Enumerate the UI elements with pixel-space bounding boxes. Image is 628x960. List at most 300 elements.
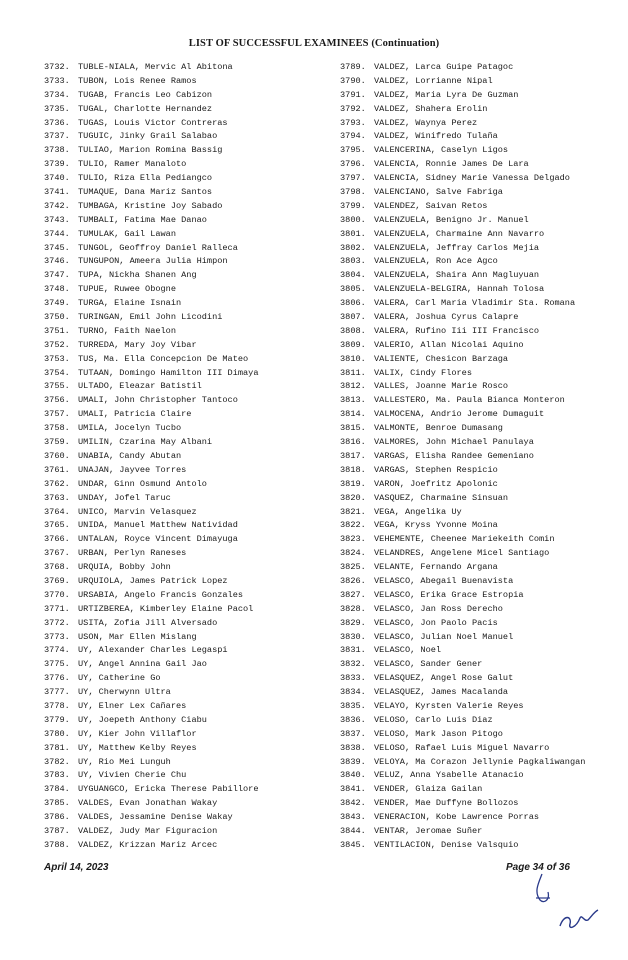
examinee-entry [340,728,628,742]
examinee-number: 3783. [44,770,70,781]
examinee-name: UNTALAN, Royce Vincent Dimayuga [78,534,238,545]
examinee-name: TURINGAN, Emil John Licodini [78,312,223,323]
examinee-name: VALDES, Evan Jonathan Wakay [78,798,218,809]
examinee-name: TURNO, Faith Naelon [78,325,176,336]
examinee-number: 3778. [44,700,70,711]
examinee-entry [340,242,628,256]
examinee-number: 3743. [44,214,70,225]
examinee-number: 3775. [44,659,70,670]
examinee-name: VALMOCENA, Andrio Jerome Dumaguit [374,409,545,420]
examinee-name: VALDEZ, Judy Mar Figuracion [78,825,218,836]
examinee-name: VELOSO, Rafael Luis Miguel Navarro [374,742,550,753]
examinee-entry [340,103,628,117]
examinee-number: 3807. [340,312,366,323]
examinee-entry [340,589,628,603]
examinee-name: VELUZ, Anna Ysabelle Atanacio [374,770,524,781]
examinee-entry [340,200,628,214]
examinee-name: VALENZUELA, Jeffray Carlos Mejia [374,242,540,253]
examinee-entry [44,158,334,172]
examinee-number: 3824. [340,548,366,559]
examinee-name: VALENZUELA-BELGIRA, Hannah Tolosa [374,284,545,295]
examinee-number: 3776. [44,673,70,684]
examinee-number: 3801. [340,228,366,239]
examinee-number: 3812. [340,381,366,392]
examinee-number: 3784. [44,784,70,795]
examinee-name: UNICO, Marvin Velasquez [78,506,197,517]
examinee-number: 3768. [44,562,70,573]
examinee-number: 3815. [340,423,366,434]
examinee-entry [44,228,334,242]
examinee-number: 3769. [44,575,70,586]
examinee-name: VALDEZ, Krizzan Mariz Arcec [78,839,218,850]
examinee-entry [44,492,334,506]
examinee-entry [44,631,334,645]
examinee-number: 3820. [340,492,366,503]
examinee-number: 3771. [44,603,70,614]
examinee-name: UY, Rio Mei Lunguh [78,756,171,767]
examinee-name: UMILA, Jocelyn Tucbo [78,423,182,434]
page-title: LIST OF SUCCESSFUL EXAMINEES (Continuation) [188,38,440,49]
examinee-entry [44,728,334,742]
examinee-name: URTIZBEREA, Kimberley Elaine Pacol [78,603,254,614]
examinee-number: 3821. [340,506,366,517]
examinee-name: TUTAAN, Domingo Hamilton III Dimaya [78,367,259,378]
examinee-number: 3738. [44,145,70,156]
examinee-number: 3808. [340,325,366,336]
examinee-number: 3813. [340,395,366,406]
examinee-entry [340,714,628,728]
examinee-entry [340,575,628,589]
examinee-number: 3751. [44,325,70,336]
examinee-name: TUMBALI, Fatima Mae Danao [78,214,207,225]
examinee-entry [44,700,334,714]
examinee-entry [340,686,628,700]
examinee-name: VALDEZ, Shahera Erolin [374,103,488,114]
examinee-number: 3836. [340,714,366,725]
examinee-entry [340,283,628,297]
examinee-entry [340,380,628,394]
examinee-number: 3782. [44,756,70,767]
examinee-number: 3826. [340,575,366,586]
examinee-entry [44,603,334,617]
examinee-list-left [44,61,334,853]
examinee-name: VELASCO, Jan Ross Derecho [374,603,503,614]
examinee-name: TULIO, Ramer Manaloto [78,159,187,170]
examinee-name: VENTAR, Jeromae Suñer [374,825,483,836]
examinee-name: VARON, Joefritz Apolonic [374,478,498,489]
examinee-name: VELASCO, Erika Grace Estropia [374,589,524,600]
examinee-number: 3802. [340,242,366,253]
examinee-number: 3737. [44,131,70,142]
examinee-entry [340,797,628,811]
examinee-entry [44,200,334,214]
examinee-name: URQUIA, Bobby John [78,562,171,573]
examinee-number: 3791. [340,89,366,100]
examinee-entry [44,269,334,283]
examinee-number: 3777. [44,687,70,698]
examinee-name: UY, Matthew Kelby Reyes [78,742,197,753]
examinee-entry [340,61,628,75]
examinee-number: 3834. [340,687,366,698]
examinee-number: 3781. [44,742,70,753]
examinee-number: 3839. [340,756,366,767]
examinee-name: TUGAB, Francis Leo Cabizon [78,89,213,100]
examinee-number: 3750. [44,312,70,323]
examinee-entry [340,339,628,353]
examinee-name: VALENDEZ, Saivan Retos [374,200,488,211]
examinee-entry [44,408,334,422]
examinee-number: 3746. [44,256,70,267]
examinee-number: 3749. [44,298,70,309]
examinee-number: 3811. [340,367,366,378]
examinee-entry [340,756,628,770]
examinee-name: VALIENTE, Chesicon Barzaga [374,353,509,364]
examinee-number: 3779. [44,714,70,725]
examinee-name: VELOSO, Mark Jason Pitogo [374,728,503,739]
examinee-name: TUMULAK, Gail Lawan [78,228,176,239]
examinee-name: VASQUEZ, Charmaine Sinsuan [374,492,509,503]
examinee-entry [340,422,628,436]
examinee-name: VELASCO, Abegail Buenavista [374,575,514,586]
examinee-entry [44,617,334,631]
examinee-name: TUGAS, Louis Victor Contreras [78,117,228,128]
examinee-entry [340,297,628,311]
examinee-number: 3817. [340,450,366,461]
examinee-entry [44,339,334,353]
footer-date: April 14, 2023 [44,862,109,873]
examinee-name: VELASCO, Noel [374,645,442,656]
examinee-number: 3787. [44,825,70,836]
examinee-entry [340,450,628,464]
examinee-name: UYGUANGCO, Ericka Therese Pabillore [78,784,259,795]
examinee-entry [340,186,628,200]
examinee-number: 3800. [340,214,366,225]
examinee-name: ULTADO, Eleazar Batistil [78,381,202,392]
examinee-number: 3745. [44,242,70,253]
examinee-number: 3752. [44,339,70,350]
examinee-name: VALERIO, Allan Nicolai Aquino [374,339,524,350]
examinee-entry [44,644,334,658]
examinee-number: 3744. [44,228,70,239]
examinee-list-right [340,61,628,853]
examinee-entry [44,519,334,533]
examinee-number: 3770. [44,589,70,600]
examinee-name: VENERACION, Kobe Lawrence Porras [374,812,540,823]
examinee-name: TULIAO, Marion Romina Bassig [78,145,223,156]
examinee-number: 3786. [44,812,70,823]
examinee-name: VELANTE, Fernando Argana [374,562,498,573]
examinee-entry [44,61,334,75]
examinee-name: UNDAR, Ginn Osmund Antolo [78,478,207,489]
examinee-name: VEHEMENTE, Cheenee Mariekeith Comin [374,534,555,545]
examinee-name: UY, Elner Lex Cañares [78,700,187,711]
examinee-entry [340,825,628,839]
examinee-number: 3844. [340,825,366,836]
examinee-number: 3833. [340,673,366,684]
examinee-entry [44,686,334,700]
examinee-number: 3747. [44,270,70,281]
examinee-entry [44,130,334,144]
examinee-entry [44,394,334,408]
examinee-name: TUBLE-NIALA, Mervic Al Abitona [78,62,233,72]
examinee-number: 3843. [340,812,366,823]
examinee-name: VELASCO, Jon Paolo Pacis [374,617,498,628]
signature-initials-icon [520,870,610,940]
examinee-number: 3732. [44,62,70,72]
examinee-number: 3763. [44,492,70,503]
examinee-number: 3803. [340,256,366,267]
examinee-entry [44,561,334,575]
examinee-entry [340,255,628,269]
examinee-name: TUNGOL, Geoffroy Daniel Ralleca [78,242,238,253]
examinee-entry [340,742,628,756]
examinee-entry [340,325,628,339]
examinee-number: 3838. [340,742,366,753]
examinee-name: VALERA, Joshua Cyrus Calapre [374,312,519,323]
examinee-entry [340,353,628,367]
examinee-name: TUGAL, Charlotte Hernandez [78,103,213,114]
examinee-name: VALIX, Cindy Flores [374,367,472,378]
examinee-number: 3757. [44,409,70,420]
examinee-entry [44,436,334,450]
examinee-entry [44,353,334,367]
examinee-name: VALMONTE, Benroe Dumasang [374,423,503,434]
examinee-entry [340,436,628,450]
examinee-name: VALENCIA, Ronnie James De Lara [374,159,529,170]
examinee-number: 3760. [44,450,70,461]
examinee-entry [44,367,334,381]
examinee-entry [340,89,628,103]
examinee-entry [44,825,334,839]
examinee-number: 3758. [44,423,70,434]
examinee-name: UMILIN, Czarina May Albani [78,437,213,448]
examinee-name: VALDEZ, Winifredo Tulaña [374,131,498,142]
examinee-number: 3740. [44,173,70,184]
examinee-name: VALENZUELA, Benigno Jr. Manuel [374,214,529,225]
examinee-entry [340,811,628,825]
examinee-entry [44,533,334,547]
examinee-entry [44,575,334,589]
examinee-number: 3842. [340,798,366,809]
examinee-number: 3822. [340,520,366,531]
examinee-number: 3789. [340,62,366,72]
examinee-number: 3761. [44,464,70,475]
examinee-name: TULIO, Riza Ella Pediangco [78,173,213,184]
examinee-name: URBAN, Perlyn Raneses [78,548,187,559]
examinee-number: 3735. [44,103,70,114]
examinee-name: VARGAS, Elisha Randee Gemeniano [374,450,534,461]
examinee-name: UY, Vivien Cherie Chu [78,770,187,781]
examinee-name: UMALI, Patricia Claire [78,409,192,420]
examinee-entry [44,672,334,686]
examinee-entry [44,450,334,464]
examinee-name: TUPA, Nickha Shanen Ang [78,270,197,281]
examinee-entry [44,117,334,131]
examinee-name: VENTILACION, Denise Valsquio [374,839,519,850]
examinee-entry [44,214,334,228]
examinee-number: 3816. [340,437,366,448]
examinee-name: URQUIOLA, James Patrick Lopez [78,575,228,586]
examinee-name: UY, Alexander Charles Legaspi [78,645,228,656]
examinee-name: VELOYA, Ma Corazon Jellynie Pagkaliwangan [374,756,586,767]
examinee-entry [340,117,628,131]
examinee-name: UY, Angel Annina Gail Jao [78,659,207,670]
examinee-name: TUS, Ma. Ella Concepcion De Mateo [78,353,249,364]
examinee-entry [44,297,334,311]
examinee-name: TUBON, Lois Renee Ramos [78,75,197,86]
examinee-name: VEGA, Angelika Uy [374,506,462,517]
examinee-entry [44,589,334,603]
examinee-number: 3837. [340,728,366,739]
examinee-name: VALDEZ, Lorrianne Nipal [374,75,493,86]
examinee-entry [44,325,334,339]
examinee-number: 3794. [340,131,366,142]
examinee-number: 3841. [340,784,366,795]
examinee-entry [44,103,334,117]
examinee-entry [44,742,334,756]
examinee-number: 3772. [44,617,70,628]
examinee-name: VALENZUELA, Charmaine Ann Navarro [374,228,545,239]
examinee-number: 3767. [44,548,70,559]
examinee-entry [44,658,334,672]
examinee-name: UY, Joepeth Anthony Ciabu [78,714,207,725]
examinee-entry [340,158,628,172]
examinee-entry [44,422,334,436]
examinee-entry [44,464,334,478]
examinee-name: UNIDA, Manuel Matthew Natividad [78,520,238,531]
examinee-entry [44,144,334,158]
examinee-name: UY, Cherwynn Ultra [78,687,171,698]
examinee-name: VALDES, Jessamine Denise Wakay [78,812,233,823]
examinee-name: VALLES, Joanne Marie Rosco [374,381,509,392]
examinee-name: VELASQUEZ, James Macalanda [374,687,509,698]
examinee-name: TURREDA, Mary Joy Vibar [78,339,197,350]
examinee-number: 3748. [44,284,70,295]
examinee-entry [44,769,334,783]
examinee-number: 3764. [44,506,70,517]
examinee-entry [44,380,334,394]
examinee-name: VALENCIA, Sidney Marie Vanessa Delgado [374,173,570,184]
examinee-number: 3753. [44,353,70,364]
examinee-entry [340,644,628,658]
examinee-entry [340,492,628,506]
examinee-entry [44,811,334,825]
examinee-number: 3797. [340,173,366,184]
examinee-entry [340,214,628,228]
examinee-number: 3799. [340,200,366,211]
examinee-entry [340,700,628,714]
examinee-name: UNABIA, Candy Abutan [78,450,182,461]
examinee-number: 3780. [44,728,70,739]
examinee-name: VALMORES, John Michael Panulaya [374,437,534,448]
examinee-number: 3754. [44,367,70,378]
examinee-entry [44,839,334,853]
examinee-name: TUPUE, Ruwee Obogne [78,284,176,295]
examinee-name: VELANDRES, Angelene Micel Santiago [374,548,550,559]
examinee-number: 3790. [340,75,366,86]
examinee-entry [44,714,334,728]
examinee-number: 3845. [340,839,366,850]
examinee-number: 3829. [340,617,366,628]
examinee-number: 3804. [340,270,366,281]
examinee-number: 3742. [44,200,70,211]
examinee-name: VELOSO, Carlo Luis Diaz [374,714,493,725]
examinee-number: 3762. [44,478,70,489]
examinee-entry [340,658,628,672]
examinee-number: 3733. [44,75,70,86]
examinee-number: 3759. [44,437,70,448]
examinee-number: 3805. [340,284,366,295]
examinee-number: 3734. [44,89,70,100]
examinee-name: UNDAY, Jofel Taruc [78,492,171,503]
examinee-entry [340,839,628,853]
examinee-name: TUMBAGA, Kristine Joy Sabado [78,200,223,211]
examinee-name: VENDER, Glaiza Gailan [374,784,483,795]
examinee-number: 3825. [340,562,366,573]
examinee-entry [340,547,628,561]
examinee-entry [340,130,628,144]
examinee-name: URSABIA, Angelo Francis Gonzales [78,589,244,600]
examinee-name: VENDER, Mae Duffyne Bollozos [374,798,519,809]
examinee-entry [340,631,628,645]
examinee-number: 3798. [340,187,366,198]
examinee-number: 3806. [340,298,366,309]
examinee-number: 3736. [44,117,70,128]
examinee-name: VEGA, Kryss Yvonne Moina [374,520,498,531]
examinee-entry [44,506,334,520]
examinee-entry [340,144,628,158]
examinee-entry [340,769,628,783]
examinee-number: 3827. [340,589,366,600]
examinee-entry [340,603,628,617]
examinee-entry [340,533,628,547]
examinee-entry [340,408,628,422]
examinee-entry [44,255,334,269]
examinee-entry [44,89,334,103]
examinee-name: USON, Mar Ellen Mislang [78,631,197,642]
examinee-name: VALDEZ, Maria Lyra De Guzman [374,89,519,100]
examinee-number: 3773. [44,631,70,642]
examinee-name: VALERA, Carl Maria Vladimir Sta. Romana [374,298,576,309]
examinee-entry [44,311,334,325]
examinee-number: 3741. [44,187,70,198]
examinee-name: VALENZUELA, Shaira Ann Magluyuan [374,270,540,281]
examinee-number: 3814. [340,409,366,420]
examinee-name: UNAJAN, Jayvee Torres [78,464,187,475]
examinee-entry [44,172,334,186]
examinee-name: TUMAQUE, Dana Mariz Santos [78,187,213,198]
examinee-name: VELASCO, Julian Noel Manuel [374,631,514,642]
examinee-entry [44,797,334,811]
examinee-entry [340,311,628,325]
examinee-number: 3832. [340,659,366,670]
examinee-entry [44,283,334,297]
examinee-number: 3774. [44,645,70,656]
examinee-name: VALENZUELA, Ron Ace Agco [374,256,498,267]
examinee-number: 3739. [44,159,70,170]
examinee-name: VALLESTERO, Ma. Paula Bianca Monteron [374,395,565,406]
examinee-name: UMALI, John Christopher Tantoco [78,395,238,406]
examinee-entry [340,228,628,242]
examinee-name: TUGUIC, Jinky Grail Salabao [78,131,218,142]
examinee-entry [44,242,334,256]
examinee-entry [340,172,628,186]
examinee-name: UY, Kier John Villaflor [78,728,197,739]
examinee-number: 3830. [340,631,366,642]
examinee-number: 3795. [340,145,366,156]
examinee-name: VALDEZ, Larca Guipe Patagoc [374,62,514,72]
page-number: Page 34 of 36 [506,862,570,873]
